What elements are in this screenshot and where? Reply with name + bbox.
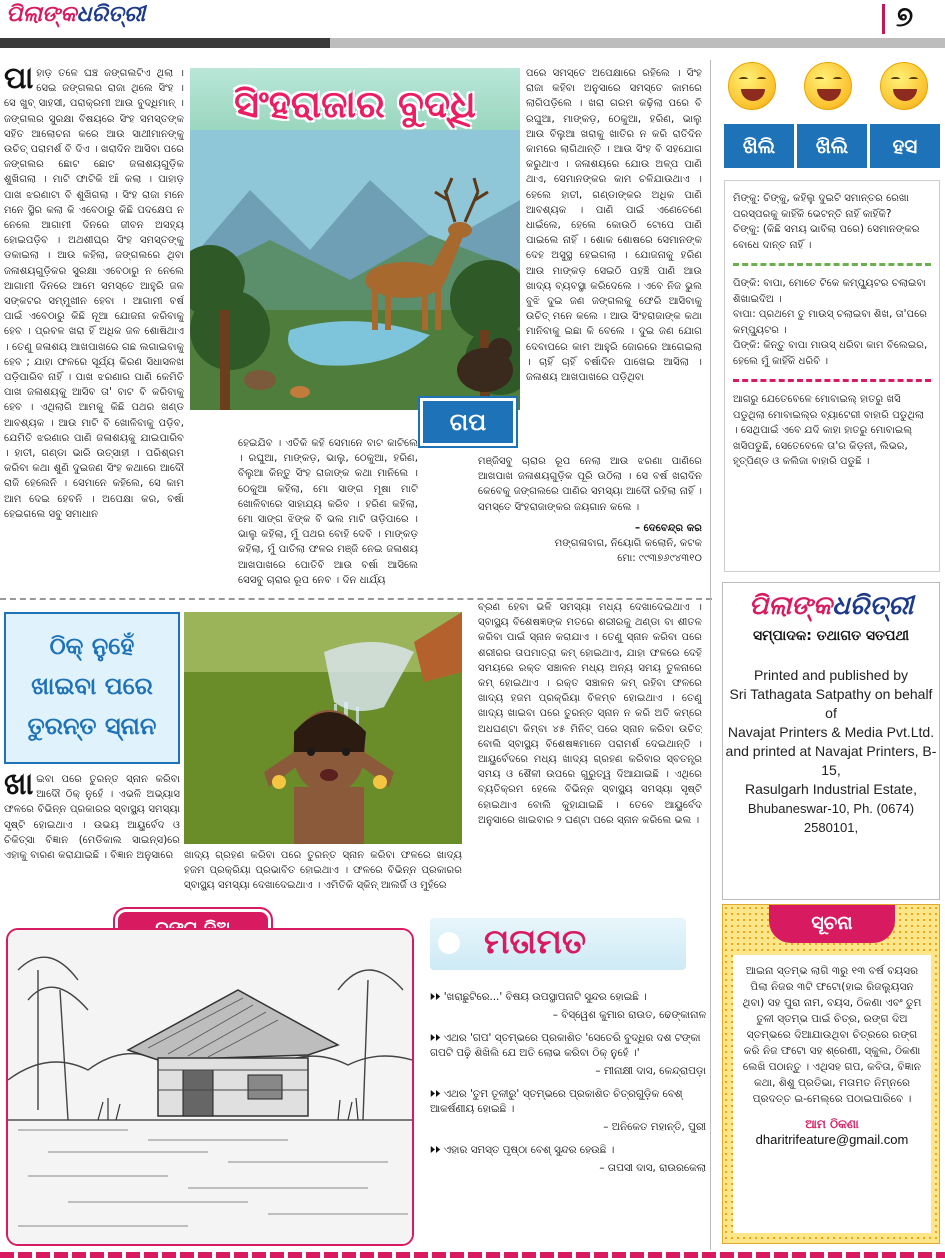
top-rule-light [330,38,945,48]
hut-sketch-image [8,930,412,1244]
opinion-title-text: ମତାମତ [484,922,587,962]
opinion-title [430,918,686,970]
notice-text: ଆଇନା ସ୍ତମ୍ଭ ଲାଗି ୩ରୁ ୧୩ ବର୍ଷ ବୟସର ପିଲା ନିଜର ୩ଟି ଫଟୋ(ହାଇ ରିଜଲ୍ୟୁସନ ଥିବା) ସହ ପୁରା ନାମ, ବୟସ, ଠିକଣା ଏବଂ ତୁମ ତୁଳୀ ସ୍ତମ୍ଭ ପାଇଁ ଚିତ୍ର, ରଙ୍ଗ ଦିଅ ସ୍ତମ୍ଭରେ ଦିଆଯାଉଥିବା ଚିତ୍ରରେ ରଙ୍ଗ କରି ନିଜ ଫଟୋ ସହ ଶ୍ରେଣୀ, ସ୍କୁଲ, ଠିକଣା ଲେଖି ପଠାନ୍ତୁ । ଏଥିସହ ଗପ, କବିତା, ବିଜ୍ଞାନ କଥା, ଶିଶୁ ପ୍ରତିଭା, ମତାମତ ନିମ୍ନରେ ପ୍ରଦତ୍ତ ଇ-ମେଲ୍‌ରେ ପଠାଇପାରିବେ । [742,965,922,1105]
bottom-rule [0,1252,945,1258]
story-phone: ମୋ: ୯୯୩୭୬୯୪୩୧୦ [617,553,702,565]
humor-title [724,124,940,168]
humor-jokes [724,180,940,572]
story-column-3 [526,66,702,396]
story-text-3: ପରେ ସମସ୍ତେ ଅପେକ୍ଷାରେ ରହିଲେ । ସିଂହ ରାଜା କହିବା ଅନୁସାରେ ସମସ୍ତେ କାମରେ ଲାଗିପଡ଼ିଲେ । ଖରା ଗରମ କଢ଼ିଲା ପରେ ବି ରଘୁଆ, ମାଙ୍କଡ଼, ଠେକୁଆ, ହରିଣ, ଭାଲୁ ଆଉ ବିଲୁଆ ଖରାକୁ ଖାତିର ନ କରି ରାତିଦିନ କାମରେ ଲାଗିଥାନ୍ତି । ଆଉ ସିଂହ ବି ସହଯୋଗ କରୁଥାଏ । ଜଳାଶୟରେ ଯୋଉ ଅଳ୍ପ ପାଣି ଥାଏ, ସେମାନଙ୍କର କାମ ଚଳିଯାଉଥାଏ । ହେଲେ ହାତୀ, ଗଣ୍ଡାଙ୍କର ଅଧିକ ପାଣି ଆବଶ୍ୟକ । ପାଣି ପାଇଁ ଏଣେତେଣେ ଧାଇଁଲେ, ହେଲେ କୋଉଠି ଟୋପେ ପାଣି ପାଇଲେ ନାହିଁ । ଶୋକ ଶୋଷରେ ସେମାନଙ୍କ ଦେହ ଅସୁସ୍ଥ ହେଇଗଲା । ଯୋଜନାକୁ ହରିଣ ଆଉ ମାଙ୍କଡ଼ ସେଇଠି ପହଞ୍ଚି ପାଣି ଆଉ ଖାଦ୍ୟ ବ୍ୟବସ୍ଥା କରିଦେଲେ । ଏବେ ନିଜ ଭୁଲ ବୁଝି ଦୁଇ ଜଣ ଜଙ୍ଗଲକୁ ଫେରି ଆସିବାକୁ ଉଚିତ୍ ମନେ କଲେ । ଆଉ ସିଂହରାଜାଙ୍କ କଥା ମାନିବାକୁ ଇଛା କି ବେଲେ । ଦୁଇ ଜଣ ଯୋଗ ଦେବାପରେ କାମ ଆହୁରି ଜୋରରେ ଆଗେଇଲା । ଚାହିଁ ଚାହିଁ ବର୍ଷାଦିନ ପାଖେଇ ଆସିଲା । ଜଳାଶୟ ଆଖପାଖରେ ପଡ଼ିଥିବା [526,68,702,384]
joke-3: ଆଗରୁ ଯେତେବେଳେ ମୋବାଇଲ୍ ହାତରୁ ଖସି ପଡୁଥିଲା ମୋବାଇଲ୍ର ବ୍ୟାଟେରୀ ବାହାରି ପଡୁଥିଲା । ସେଥିପାଇଁ ଏବେ ଯଦି କାହା ହାତରୁ ମୋବାଇଲ୍ ଖସିପଡୁଛି, ସେତେବେଳେ ତା'ର କିଡ଼ନୀ, ଲିଭର, ହୃତ୍ପିଣ୍ଡ ଓ କଲିଜା ବାହାରି ପଡୁଛି । [733,394,925,467]
imprint-lines [723,666,939,837]
masthead [0,0,945,52]
health-title-line-1: ଠିକ୍ ନୁହେଁ [49,632,135,660]
notice-body [733,955,931,1233]
imprint-line: Sri Tathagata Satpathy on behalf of [729,686,933,721]
opinion-item [430,990,706,1023]
humor-title-box-3: ହସ [870,124,940,168]
story-badge: ଗପ [420,398,516,446]
health-title-line-3: ତୁରନ୍ତ ସ୍ନାନ [27,712,157,740]
imprint-line: Rasulgarh Industrial Estate, [745,781,917,797]
health-text-2: ଖାଦ୍ୟ ଗ୍ରହଣ କରିବା ପରେ ତୁରନ୍ତ ସ୍ନାନ କରିବା ଫଳରେ ଖାଦ୍ୟ ହଜମ ପ୍ରକ୍ରିୟା ପ୍ରଭାବିତ ହୋଇଥାଏ । ଫଳରେ ବିଭିନ୍ନ ପ୍ରକାରର ସ୍ବାସ୍ଥ୍ୟ ସମସ୍ୟା ଦେଖାଦେଇଥାଏ । ଏମିତିକି ସ୍କିନ୍ ଆଲର୍ଜି ଓ ମୁହଁରେ [184,850,462,892]
joke-divider [733,263,931,266]
forest-deer-image [190,130,520,410]
joke-divider [733,379,931,382]
notice-address-label: ଆମ ଠିକଣା [805,1117,859,1131]
laugh-emoji-icon [880,62,928,110]
joke-2: ପିଙ୍କି: ବାପା, ମୋତେ ଟିକେ କମ୍ପ୍ୟୁଟର ଚଲାଇବା ଶିଖାଇଦିଅ । ବାପା: ପ୍ରଥମେ ତୁ ମାଉସ୍ ଚଲାଇବା ଶିଖ, ତା'ପରେ କମ୍ପ୍ୟୁଟର । ପିଙ୍କି: କିନ୍ତୁ ବାପା ମାଉସ୍ ଧରିବା କାମ ବିଲେଇର, ହେଲେ ମୁଁ କାହିଁକି ଧରିବି । [733,278,928,367]
health-column-2 [184,848,462,908]
imprint-box [722,582,940,900]
story-address: ମଙ୍ଗଳାବାଗ, ନିୟୋଗି କଲୋନି, କଟକ [554,538,702,550]
story-text-4: ମଞ୍ଜିସବୁ ଚାରାର ରୂପ ନେଲା ଆଉ ଝରଣା ପାଣିରେ ଆଖପାଖ ଜଳାଶୟଗୁଡ଼ିକ ପୂରି ଉଠିଲା । ସେ ବର୍ଷ ଖରାଦିନ କେବେକୁ ଜଙ୍ଗଲରେ ପାଣିର ସମସ୍ୟା ଆଦୌ ରହିଲା ନାହିଁ । ସମସ୍ତେ ସିଂହରାଜାଙ୍କର ଜୟଗାନ କଲେ । [478,456,702,513]
opinion-item [430,1031,706,1079]
story-title: ସିଂହରାଜାର ବୁଦ୍ଧି [190,68,520,186]
page-number: ୭ [896,0,914,33]
health-text-1: ଇବା ପରେ ତୁରନ୍ତ ସ୍ନାନ କରିବା ଆଦୌ ଠିକ୍ ନୁହେଁ । ଏଭଳି ଅଭ୍ୟାସ ଫଳରେ ବିଭିନ୍ନ ପ୍ରକାରର ସ୍ବାସ୍ଥ୍ୟ ସମସ୍ୟା ସୃଷ୍ଟି ହୋଇଥାଏ । ଉଭୟ ଆୟୁର୍ବେଦ ଓ ଚିକିତ୍ସା ବିଜ୍ଞାନ (ମେଡିକାଲ ସାଇନ୍ସ)ରେ ଏହାକୁ ବାରଣ କରାଯାଇଛି । ବିଜ୍ଞାନ ଅନୁସାରେ [4,774,180,862]
story-column-3-end [478,454,702,566]
health-text-3: ବ୍ରଣ ହେବା ଭଳି ସମସ୍ୟା ମଧ୍ୟ ଦେଖାଦେଇଥାଏ । ସ୍ବାସ୍ଥ୍ୟ ବିଶେଷଜ୍ଞଙ୍କ ମତରେ ଶରୀରକୁ ଥଣ୍ଡା ବା ଶୀତଳ କରିବା ପାଇଁ ସ୍ନାନ କରାଯାଏ । ତେଣୁ ସ୍ନାନ କରିବା ପରେ ଶରୀରର ତାପମାତ୍ରା କମ୍ ହୋଇଥାଏ, ଯାହା ଫଳରେ ଦେହି ସମୟରେ ରକ୍ତ ସଞ୍ଚାଳନ ମଧ୍ୟ ଅନ୍ୟ ସମୟ ତୁଳନାରେ କମ୍ ହୋଇଥାଏ । ରକ୍ତ ସଞ୍ଚାଳନ କମ୍ ରହିବା ଫଳରେ ଖାଦ୍ୟ ହଜମ ପ୍ରକ୍ରିୟା ବିଳମ୍ବ ହୋଇଥାଏ । ତେଣୁ ଖାଦ୍ୟ ଖାଇବା ପରେ ତୁରନ୍ତ ସ୍ନାନ ନ କରି ଅତି କମ୍ରେ ଅଧଘଣ୍ଟା କିମ୍ବା ୪୫ ମିନିଟ୍ ପରେ ସ୍ନାନ କରିବା ଉଚିତ୍ ବୋଲି ସ୍ବାସ୍ଥ୍ୟ ବିଶେଷଜ୍ଞମାନେ ପରାମର୍ଶ ଦେଇଥାନ୍ତି । ଆୟୁର୍ବେଦରେ ମଧ୍ୟ ଖାଦ୍ୟ ଗ୍ରହଣ କରିବାର ସ୍ବତନ୍ତ୍ର ସମୟ ଓ ଶୈଳୀ ଉପରେ ଗୁରୁତ୍ୱ ଦିଆଯାଇଛି । ଏଥିରେ ବ୍ୟତିକ୍ରମ ହେଲେ ବିଭିନ୍ନ ସ୍ବାସ୍ଥ୍ୟ ସମସ୍ୟା ସୃଷ୍ଟି ହୋଇଥାଏ ବୋଲି କୁହାଯାଇଛି । ତେବେ ଆୟୁର୍ବେଦ ଅନୁସାରେ ଖାଇବାର ୨ ଘଣ୍ଟା ପରେ ସ୍ନାନ କରିଲେ ଭଲ । [478,602,702,826]
opinion-item [430,1087,706,1135]
story-dropcap: ପା [4,66,34,96]
story-text-2: ହେଇଯିବ । ଏତିକି କହି ସେମାନେ ବାଟ କାଟିଲେ । ରଘୁଆ, ମାଙ୍କଡ଼, ଭାଲୁ, ଠେକୁଆ, ହରିଣ, ବିଲୁଆ କିନ୍ତୁ ସିଂହ ରାଜାଙ୍କ କଥା ମାନିଲେ । ଠେକୁଆ କହିଲା, ମୋ ସାଙ୍ଗ ମୂଷା ମାଟି ଖୋଳିବାରେ ସାହାଯ୍ୟ କରିବ । ହରିଣ କହିଲା, ମୋ ସାଙ୍ଗ ଝିଙ୍କ ବି ଭଲ ମାଟି ତାଡ଼ିପାରେ । ଭାଲୁ କହିଲା, ମୁଁ ପଥର ବୋହି ଦେବି । ମାଙ୍କଡ଼ କହିଲା, ମୁଁ ପାତିଲା ଫଳର ମଞ୍ଜି ନେଇ ଜଳାଶୟ ଆଖପାଖରେ ପୋତିବି ଆଉ ବର୍ଷା ଆସିଲେ ସେସବୁ ଚାରାର ରୂପ ନେବ । ଦିନ ଧାର୍ଯ୍ୟ [238,438,418,586]
imprint-brand: ପିଲାଙ୍କଧରିତ୍ରୀ [748,591,914,621]
opinion-item [430,1143,706,1176]
joke-1: ମିଙ୍କୁ: ଚିଙ୍କୁ, କହିଲୁ ଦୁଇଟି ସମାନ୍ତର ରେଖା ପରସ୍ପରକୁ କାହିଁକି ଭେଟନ୍ତି ନାହିଁ କାହିଁକି? ଚିଙ୍କୁ: (କିଛି ସମୟ ଭାବିଲା ପରେ) ସେମାନଙ୍କର ବୋଧେ ଦାନ୍ତ ନାହିଁ । [733,193,920,251]
notice-box [722,904,940,1244]
top-rule-dark [0,38,330,48]
notice-title: ସୂଚନା [769,905,895,943]
humor-title-box-2: ଖିଲି [797,124,870,168]
story-column-1 [4,66,184,596]
opinion-signature: – ତାପସୀ ଦାସ, ରାଉରକେଲା [599,1162,706,1174]
laugh-emoji-icon [728,62,776,110]
opinion-signature: – ବିସ୍ୱେଶ କୁମାର ରାଉତ, ଢେଙ୍କାନାଳ [552,1009,706,1021]
laugh-emoji-icon [804,62,852,110]
story-column-2 [238,436,418,596]
notice-email: dharitrifeature@gmail.com [755,1132,909,1147]
masthead-divider [882,4,885,34]
health-column-1 [4,772,180,904]
health-title-line-2: ଖାଇବା ପରେ [31,672,153,700]
story-text-1: ହାଡ଼ ତଳେ ଘଞ୍ଚ ଜଙ୍ଗଲଟିଏ ଥିଲା । ସେଇ ଜଙ୍ଗଲର ରାଜା ଥିଲେ ସିଂହ । ସେ ଖୁବ୍ ସାହସୀ, ପରାକ୍ରମୀ ଆଉ ବୁଦ୍ଧିମାନ୍ । ଜଙ୍ଗଲର ସୁରକ୍ଷା ବିଷୟରେ ସିଂହ ସମସ୍ତଙ୍କ ସହିତ ଆଲୋଚନା କରେ ଆଉ ସାଥୀମାନଙ୍କୁ ଉଚିତ୍ ପରାମର୍ଶ ବି ଦିଏ । ଖରାଦିନ ଆସିବା ପରେ ଜଙ୍ଗଲର ଛୋଟ ଛୋଟ ଜଳାଶୟଗୁଡ଼ିକ ଶୁଖିଗଲା । ମାଟି ଫାଟିକି ଆଁ କଲା । ପାହାଡ଼ ପାଖ ଝରଣାଟା ବି ଶୁଖିଗଲା । ସିଂହ ରାଜା ମନେ ମନେ ସ୍ଥିର କଲା କି ଏବେଠାରୁ କିଛି ପଦକ୍ଷେପ ନ ନେଲେ ଆଗାମୀ ଦିନରେ ଜୀବନ ଅସହ୍ୟ ହୋଇପଡ଼ିବ । ଅଥଶୀଘ୍ର ସିଂହ ସମସ୍ତଙ୍କୁ ଡକାଇଲା । ଆଉ କହିଲା, ଜଙ୍ଗଲରେ ଥିବା ଜଳାଶୟଗୁଡ଼ିକର ସୁରକ୍ଷା ଏବେଠାରୁ ନ ନେଲେ ଆଗାମୀ ଦିନରେ ଆମେ ସମସ୍ତେ ଆହୁରି ଜଳ ସଙ୍କଟର ସମ୍ମୁଖୀନ ହେବା । ଆଗାମୀ ବର୍ଷ ପାଇଁ ଏବେଠାରୁ କିଛି ନୂଆ ଯୋଜନା କରିବାକୁ ହେବ । ପ୍ରବଳ ଖରା ହିଁ ଅଧିକ ଜଳ ଶୋଷିଥାଏ । ତେଣୁ ଜଳାଶୟ ଆଖପାଖରେ ଗଛ ଲଗାଇବାକୁ ହେବ ; ଯାହା ଫଳରେ ସୂର୍ଯ୍ୟ କିରଣ ସିଧାସଳଖ ପଡ଼ିପାରିବ ନାହିଁ । ପାଖ ଝରଣାର ପାଣି କେମିତି ପାଖ ଜଳାଶୟକୁ ଆସିବ ତା' ବାଟ ବି କରିବାକୁ ହେବ । ଏଥିଲାଗି ଆମକୁ କିଛି ପଥର ଖଣ୍ଡ ଆବଶ୍ୟକ । ଆଉ ମାଟି ବି ଖୋଳିବାକୁ ପଡ଼ିବ, ଯେମିତି ଝରଣାର ପାଣି ଜଳାଶୟକୁ ଯାଇପାରିବ । ହାତୀ, ଗଣ୍ଡା ଭାରି ଉତ୍ସାହୀ । ପରିଶ୍ରମ କରିବା କଥା ଶୁଣି ଦୁଇଜଣ ସିଂହ କଥାରେ ଆଦୌ ରାଜି ହେଲେନି । ସେମାନେ କହିଲେ, ସେ କାମ ଆମ ଦେଇ ହେବନି । ଅପେକ୍ଷା କର, ବର୍ଷା ହେଇଗଲେ ସବୁ ସମାଧାନ [4,68,184,520]
opinion-signature: – ମୀନାକ୍ଷୀ ଦାସ, କେନ୍ଦ୍ରାପଡ଼ା [595,1065,706,1077]
imprint-editor: ସମ୍ପାଦକ: ତଥାଗତ ସତପଥୀ [752,628,910,644]
opinion-text: ⏵⏵ ଏହାର ସମସ୍ତ ପୃଷ୍ଠା ବେଶ୍ ସୁନ୍ଦର ହେଉଛି । [430,1144,615,1156]
health-title [4,612,180,764]
laugh-faces [720,62,940,112]
humor-panel [720,62,940,572]
opinion-list [430,990,706,1184]
coloring-frame [6,928,414,1246]
imprint-line: Bhubaneswar-10, Ph. (0674) 2580101, [747,801,915,835]
health-column-3 [478,600,702,890]
column-rule [710,60,711,1250]
story-illustration [190,130,520,410]
humor-title-box-1: ଖିଲି [724,124,797,168]
story-author: – ଦେବେନ୍ଦ୍ର କର [634,522,702,534]
opinion-text: ⏵⏵ ଏଥର 'ଗପ' ସ୍ତମ୍ଭରେ ପ୍ରକାଶିତ 'ସେତେରି ବୁଦ୍ଧିର ଦଶ ଟଙ୍କା ଗପଟି ପଢ଼ି ଶିଖିଲି ଯେ ଅତି ଲୋଭ କରିବା ଠିକ୍ ନୁହେଁ ।' [430,1032,701,1059]
opinion-signature: – ଅନିକେତ ମହାନ୍ତି, ପୁରୀ [603,1121,706,1133]
health-photo [184,612,462,844]
opinion-text: ⏵⏵ ଏଥର 'ତୁମ ତୂଳୀରୁ' ସ୍ତମ୍ଭରେ ପ୍ରକାଶିତ ଚିତ୍ରଗୁଡ଼ିକ ବେଶ୍ ଆକର୍ଷଣୀୟ ହୋଇଛି । [430,1088,683,1115]
child-bath-image [184,612,462,844]
health-dropcap: ଖା [4,772,34,802]
opinion-text: ⏵⏵ 'ଖରାଛୁଟିରେ...' ବିଷୟ ଉପସ୍ଥାପନାଟି ସୁନ୍ଦର ହୋଇଛି । [430,991,647,1003]
masthead-brand: ପିଲାଙ୍କଧରିତ୍ରୀ [6,2,146,27]
bullet-circle-icon [438,932,460,954]
imprint-line: Navajat Printers & Media Pvt.Ltd. [727,724,935,740]
imprint-line: Printed and published by [753,667,909,683]
imprint-line: and printed at Navajat Printers, B-15, [725,743,937,778]
